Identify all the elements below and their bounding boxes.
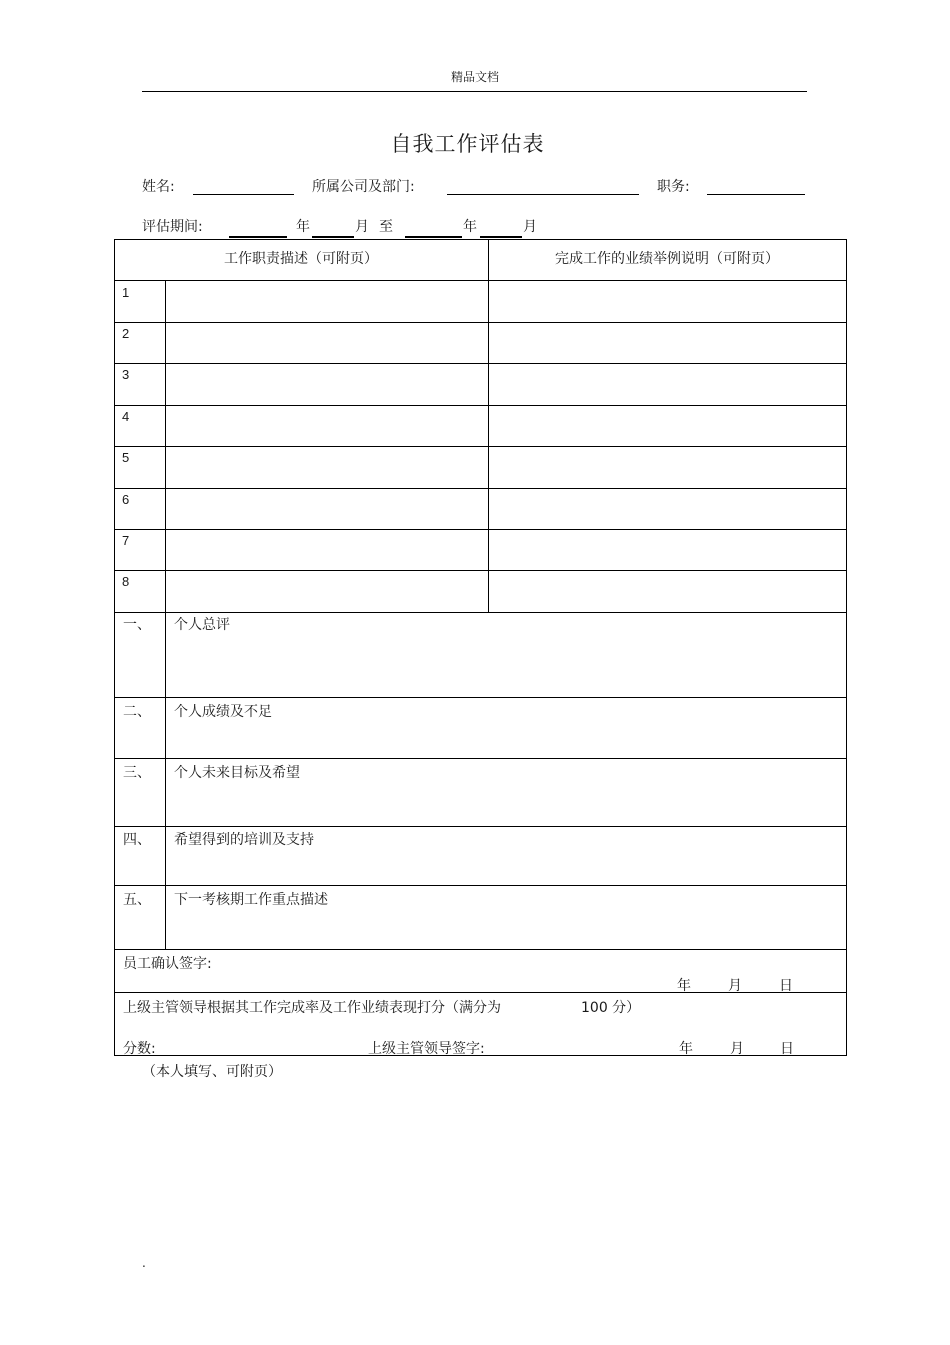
section-label-overall: 个人总评 <box>174 617 230 633</box>
row-number: 3 <box>122 367 130 382</box>
col2-header: 完成工作的业绩举例说明（可附页） <box>555 251 779 267</box>
row-number: 4 <box>122 409 130 424</box>
form-title: 自我工作评估表 <box>390 132 545 156</box>
table-border-right <box>846 239 847 1056</box>
position-label: 职务: <box>657 179 690 195</box>
section-label-goals: 个人未来目标及希望 <box>174 765 300 781</box>
header-rule <box>142 91 807 92</box>
period-end-year-field[interactable] <box>405 236 462 238</box>
row-number: 7 <box>122 533 130 548</box>
section-label-next-focus: 下一考核期工作重点描述 <box>174 892 328 908</box>
section-label-training: 希望得到的培训及支持 <box>174 832 314 848</box>
section-number: 二、 <box>123 704 151 720</box>
supervisor-date-day: 日 <box>780 1041 794 1057</box>
row-divider <box>114 405 847 406</box>
section-divider <box>114 697 847 698</box>
row-divider <box>114 612 847 613</box>
supervisor-date-year: 年 <box>679 1041 693 1057</box>
section-label-achievements: 个人成绩及不足 <box>174 704 272 720</box>
col1-header: 工作职责描述（可附页） <box>224 251 378 267</box>
section-divider <box>114 826 847 827</box>
position-field[interactable] <box>707 194 805 195</box>
period-to-label: 至 <box>379 219 393 235</box>
col-divider-main <box>488 239 489 612</box>
row-number: 2 <box>122 326 130 341</box>
employee-date-day: 日 <box>779 978 793 994</box>
section-number: 一、 <box>123 617 151 633</box>
row-divider <box>114 446 847 447</box>
table-border-left <box>114 239 115 1056</box>
row-divider <box>114 529 847 530</box>
name-field[interactable] <box>193 194 294 195</box>
period-year1-label: 年 <box>296 219 310 235</box>
period-month1-label: 月 <box>355 219 369 235</box>
footer-dot: . <box>142 1256 146 1270</box>
dept-label: 所属公司及部门: <box>312 179 415 195</box>
employee-date-month: 月 <box>728 978 742 994</box>
period-year2-label: 年 <box>463 219 477 235</box>
section-number: 五、 <box>123 892 151 908</box>
period-month2-label: 月 <box>523 219 537 235</box>
supervisor-sign-label: 上级主管领导签字: <box>368 1041 485 1057</box>
section-number: 四、 <box>123 832 151 848</box>
header-row-divider <box>114 280 847 281</box>
employee-sign-label: 员工确认签字: <box>123 956 212 972</box>
period-start-month-field[interactable] <box>312 236 354 238</box>
document-header: 精品文档 <box>450 70 499 84</box>
section-divider <box>114 885 847 886</box>
section-number: 三、 <box>123 765 151 781</box>
row-number: 1 <box>122 285 130 300</box>
row-divider <box>114 488 847 489</box>
row-number: 5 <box>122 450 130 465</box>
period-start-year-field[interactable] <box>229 236 287 238</box>
name-label: 姓名: <box>142 179 175 195</box>
section-divider <box>114 758 847 759</box>
supervisor-instruction: 上级主管领导根据其工作完成率及工作业绩表现打分（满分为 <box>123 1000 501 1016</box>
row-divider <box>114 322 847 323</box>
employee-date-year: 年 <box>677 978 691 994</box>
table-border-top <box>114 239 847 240</box>
score-label: 分数: <box>123 1041 156 1057</box>
period-end-month-field[interactable] <box>480 236 522 238</box>
row-divider <box>114 570 847 571</box>
row-number: 6 <box>122 492 130 507</box>
supervisor-full-score: 100 分） <box>581 1000 641 1016</box>
dept-field[interactable] <box>447 194 639 195</box>
section-divider <box>114 949 847 950</box>
sign-divider <box>114 992 847 993</box>
footnote: （本人填写、可附页） <box>142 1064 282 1080</box>
row-divider <box>114 363 847 364</box>
supervisor-date-month: 月 <box>730 1041 744 1057</box>
col-divider-number <box>165 280 166 949</box>
period-label: 评估期间: <box>142 219 203 235</box>
row-number: 8 <box>122 574 130 589</box>
